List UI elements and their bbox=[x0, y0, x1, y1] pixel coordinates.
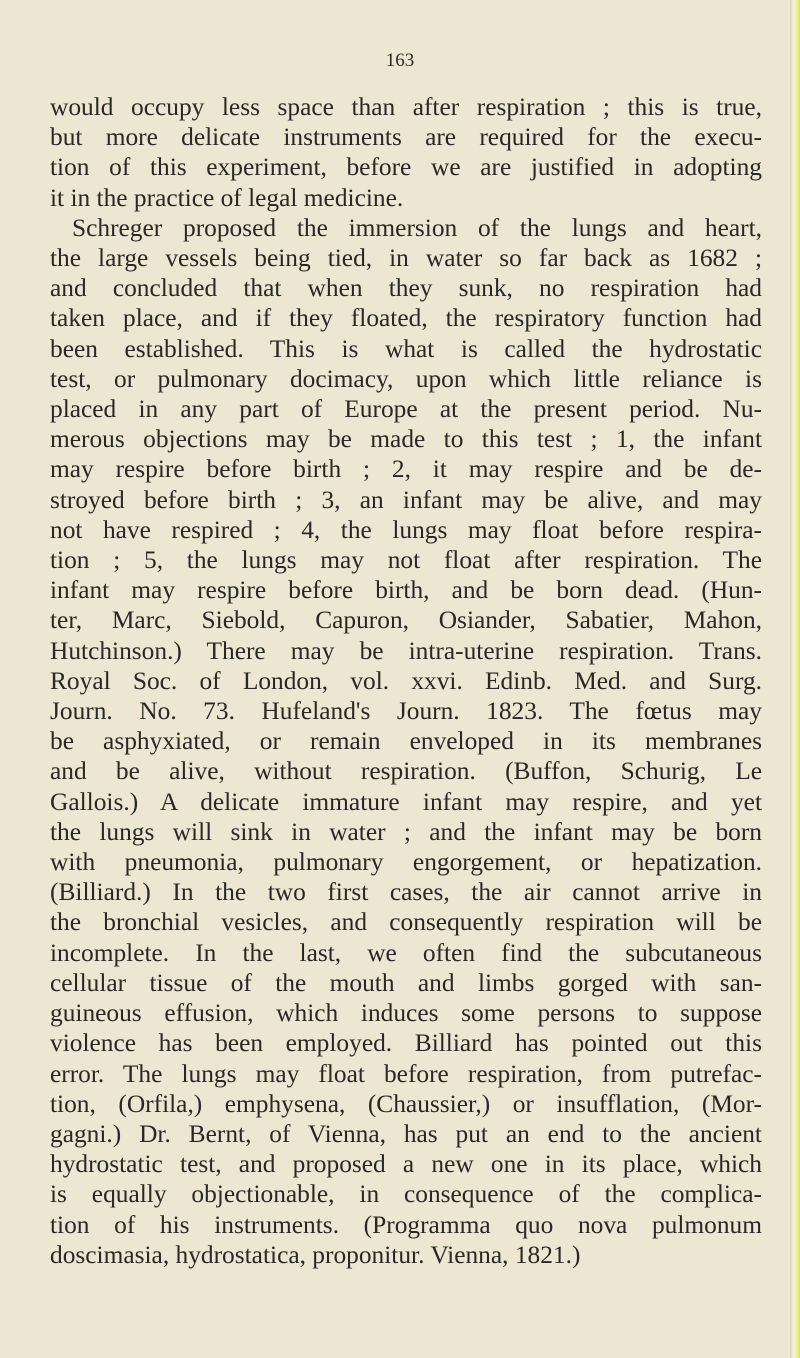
text-line: not have respired ; 4, the lungs may float before respira- bbox=[50, 515, 762, 544]
text-line: test, or pulmonary docimacy, upon which little reliance is bbox=[50, 364, 762, 393]
text-line: the lungs will sink in water ; and the infant may be born bbox=[50, 817, 762, 846]
text-line: gagni.) Dr. Bernt, of Vienna, has put an end to the ancient bbox=[50, 1119, 762, 1148]
body-text bbox=[50, 92, 762, 1270]
text-line: ter, Marc, Siebold, Capuron, Osiander, Sabatier, Mahon, bbox=[50, 606, 762, 635]
text-line: violence has been employed. Billiard has pointed out this bbox=[50, 1029, 762, 1058]
text-line: tion of his instruments. (Programma quo nova pulmonum bbox=[50, 1210, 762, 1239]
text-line: been established. This is what is called the hydrostatic bbox=[50, 334, 762, 363]
text-line: Hutchinson.) There may be intra-uterine respiration. Trans. bbox=[50, 636, 762, 665]
text-line: tion ; 5, the lungs may not float after respiration. The bbox=[50, 546, 762, 575]
text-line: and concluded that when they sunk, no respiration had bbox=[50, 274, 762, 303]
text-line: with pneumonia, pulmonary engorgement, or hepatization. bbox=[50, 848, 762, 877]
page-edge bbox=[790, 0, 800, 1358]
text-line: is equally objectionable, in consequence of the complica- bbox=[50, 1180, 762, 1209]
text-line: Royal Soc. of London, vol. xxvi. Edinb. Med. and Surg. bbox=[50, 666, 762, 695]
text-line: the large vessels being tied, in water so far back as 1682 ; bbox=[50, 244, 762, 273]
text-line: doscimasia, hydrostatica, proponitur. Vienna, 1821.) bbox=[50, 1240, 581, 1269]
text-line: Schreger proposed the immersion of the lungs and heart, bbox=[72, 213, 762, 242]
text-line: cellular tissue of the mouth and limbs gorged with san- bbox=[50, 968, 762, 997]
text-line: placed in any part of Europe at the present period. Nu- bbox=[50, 395, 762, 424]
text-line: and be alive, without respiration. (Buffon, Schurig, Le bbox=[50, 757, 762, 786]
text-line: hydrostatic test, and proposed a new one in its place, which bbox=[50, 1150, 762, 1179]
text-line: (Billiard.) In the two first cases, the air cannot arrive in bbox=[50, 878, 762, 907]
text-line: but more delicate instruments are required for the execu- bbox=[50, 123, 762, 152]
text-line: tion of this experiment, before we are justified in adopting bbox=[50, 153, 762, 182]
text-line: may respire before birth ; 2, it may respire and be de- bbox=[50, 455, 762, 484]
text-line: taken place, and if they floated, the respiratory function had bbox=[50, 304, 762, 333]
text-line: be asphyxiated, or remain enveloped in its membranes bbox=[50, 727, 762, 756]
text-line: Journ. No. 73. Hufeland's Journ. 1823. The fœtus may bbox=[50, 697, 762, 726]
text-line: it in the practice of legal medicine. bbox=[50, 183, 404, 212]
text-line: stroyed before birth ; 3, an infant may be alive, and may bbox=[50, 485, 762, 514]
text-line: infant may respire before birth, and be born dead. (Hun- bbox=[50, 576, 762, 605]
page-number: 163 bbox=[385, 50, 415, 71]
text-line: error. The lungs may float before respiration, from putrefac- bbox=[50, 1059, 762, 1088]
text-line: guineous effusion, which induces some persons to suppose bbox=[50, 999, 762, 1028]
text-line: the bronchial vesicles, and consequently respiration will be bbox=[50, 908, 762, 937]
text-line: would occupy less space than after respiration ; this is true, bbox=[50, 93, 762, 121]
text-line: incomplete. In the last, we often find the subcutaneous bbox=[50, 938, 762, 967]
text-line: merous objections may be made to this test ; 1, the infant bbox=[50, 425, 762, 454]
text-line: tion, (Orfila,) emphysena, (Chaussier,) or insufflation, (Mor- bbox=[50, 1089, 762, 1118]
text-line: Gallois.) A delicate immature infant may respire, and yet bbox=[50, 787, 762, 816]
